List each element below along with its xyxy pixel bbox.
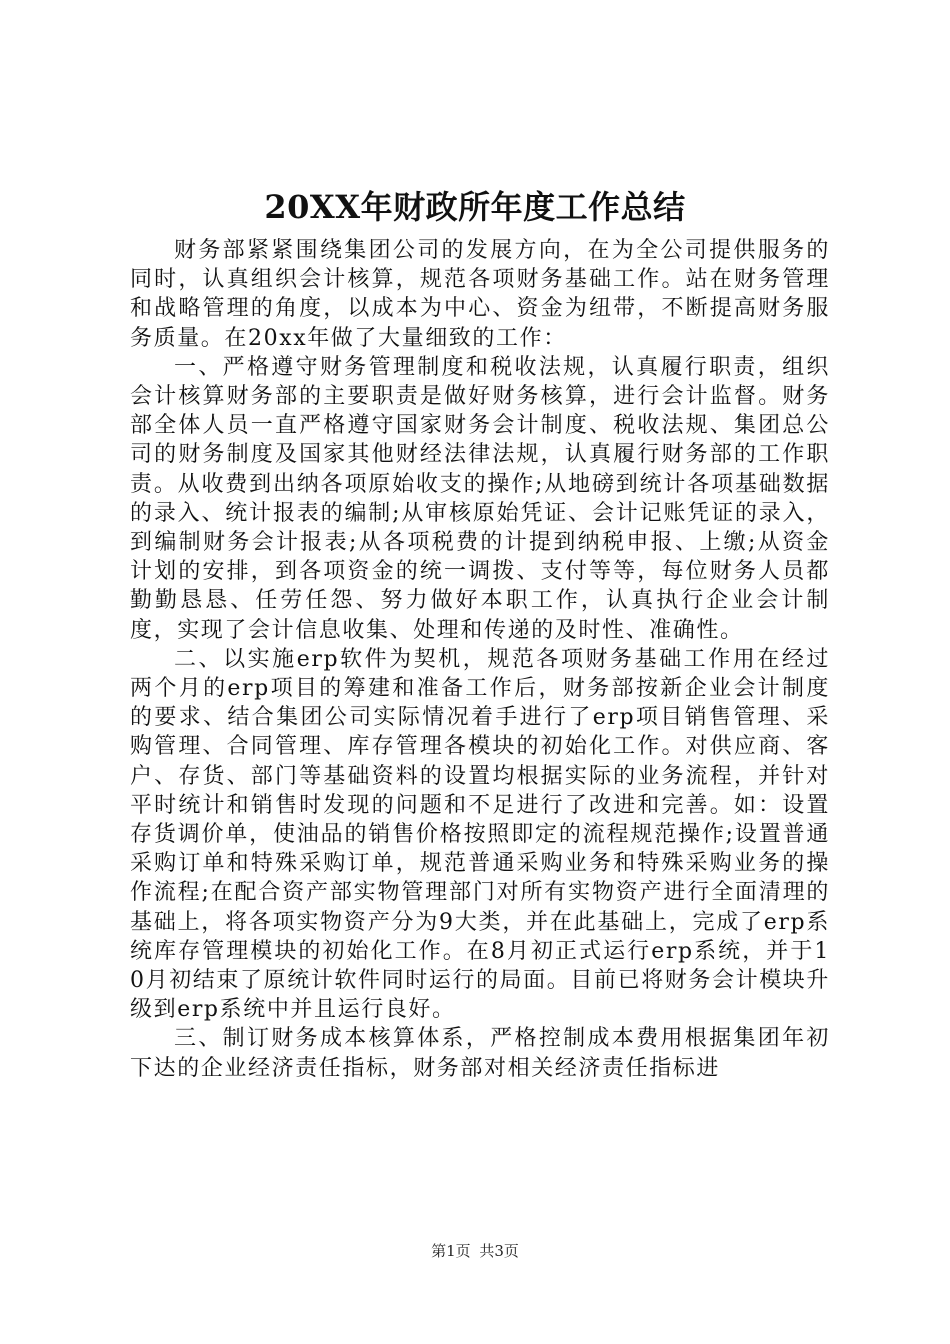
paragraph-section-3: 三、制订财务成本核算体系，严格控制成本费用根据集团年初下达的企业经济责任指标，财务部对相关经济责任指标进 bbox=[130, 1026, 830, 1081]
page-footer bbox=[0, 1241, 950, 1261]
document-title: 20XX年财政所年度工作总结 bbox=[264, 188, 686, 226]
page-number: 第1页 bbox=[431, 1242, 471, 1260]
paragraph-intro: 财务部紧紧围绕集团公司的发展方向，在为全公司提供服务的同时，认真组织会计核算，规范各项财务基础工作。站在财务管理和战略管理的角度，以成本为中心、资金为纽带，不断提高财务服务质量。在20xx年做了大量细致的工作： bbox=[130, 238, 830, 351]
paragraph-section-2: 二、以实施erp软件为契机，规范各项财务基础工作用在经过两个月的erp项目的筹建和准备工作后，财务部按新企业会计制度的要求、结合集团公司实际情况着手进行了erp项目销售管理、采购管理、合同管理、库存管理各模块的初始化工作。对供应商、客户、存货、部门等基础资料的设置均根据实际的业务流程，并针对平时统计和销售时发现的问题和不足进行了改进和完善。如：设置存货调价单，使油品的销售价格按照即定的流程规范操作;设置普通采购订单和特殊采购订单，规范普通采购业务和特殊采购业务的操作流程;在配合资产部实物管理部门对所有实物资产进行全面清理的基础上，将各项实物资产分为9大类，并在此基础上，完成了erp系统库存管理模块的初始化工作。在8月初正式运行erp系统，并于10月初结束了原统计软件同时运行的局面。目前已将财务会计模块升级到erp系统中并且运行良好。 bbox=[130, 646, 830, 1023]
page-total: 共3页 bbox=[479, 1242, 519, 1260]
paragraph-section-1: 一、严格遵守财务管理制度和税收法规，认真履行职责，组织会计核算财务部的主要职责是做好财务核算，进行会计监督。财务部全体人员一直严格遵守国家财务会计制度、税收法规、集团总公司的财务制度及国家其他财经法律法规，认真履行财务部的工作职责。从收费到出纳各项原始收支的操作;从地磅到统计各项基础数据的录入、统计报表的编制;从审核原始凭证、会计记账凭证的录入，到编制财务会计报表;从各项税费的计提到纳税申报、上缴;从资金计划的安排，到各项资金的统一调拨、支付等等，每位财务人员都勤勤恳恳、任劳任怨、努力做好本职工作，认真执行企业会计制度，实现了会计信息收集、处理和传递的及时性、准确性。 bbox=[130, 354, 830, 643]
document-body bbox=[130, 236, 830, 1083]
